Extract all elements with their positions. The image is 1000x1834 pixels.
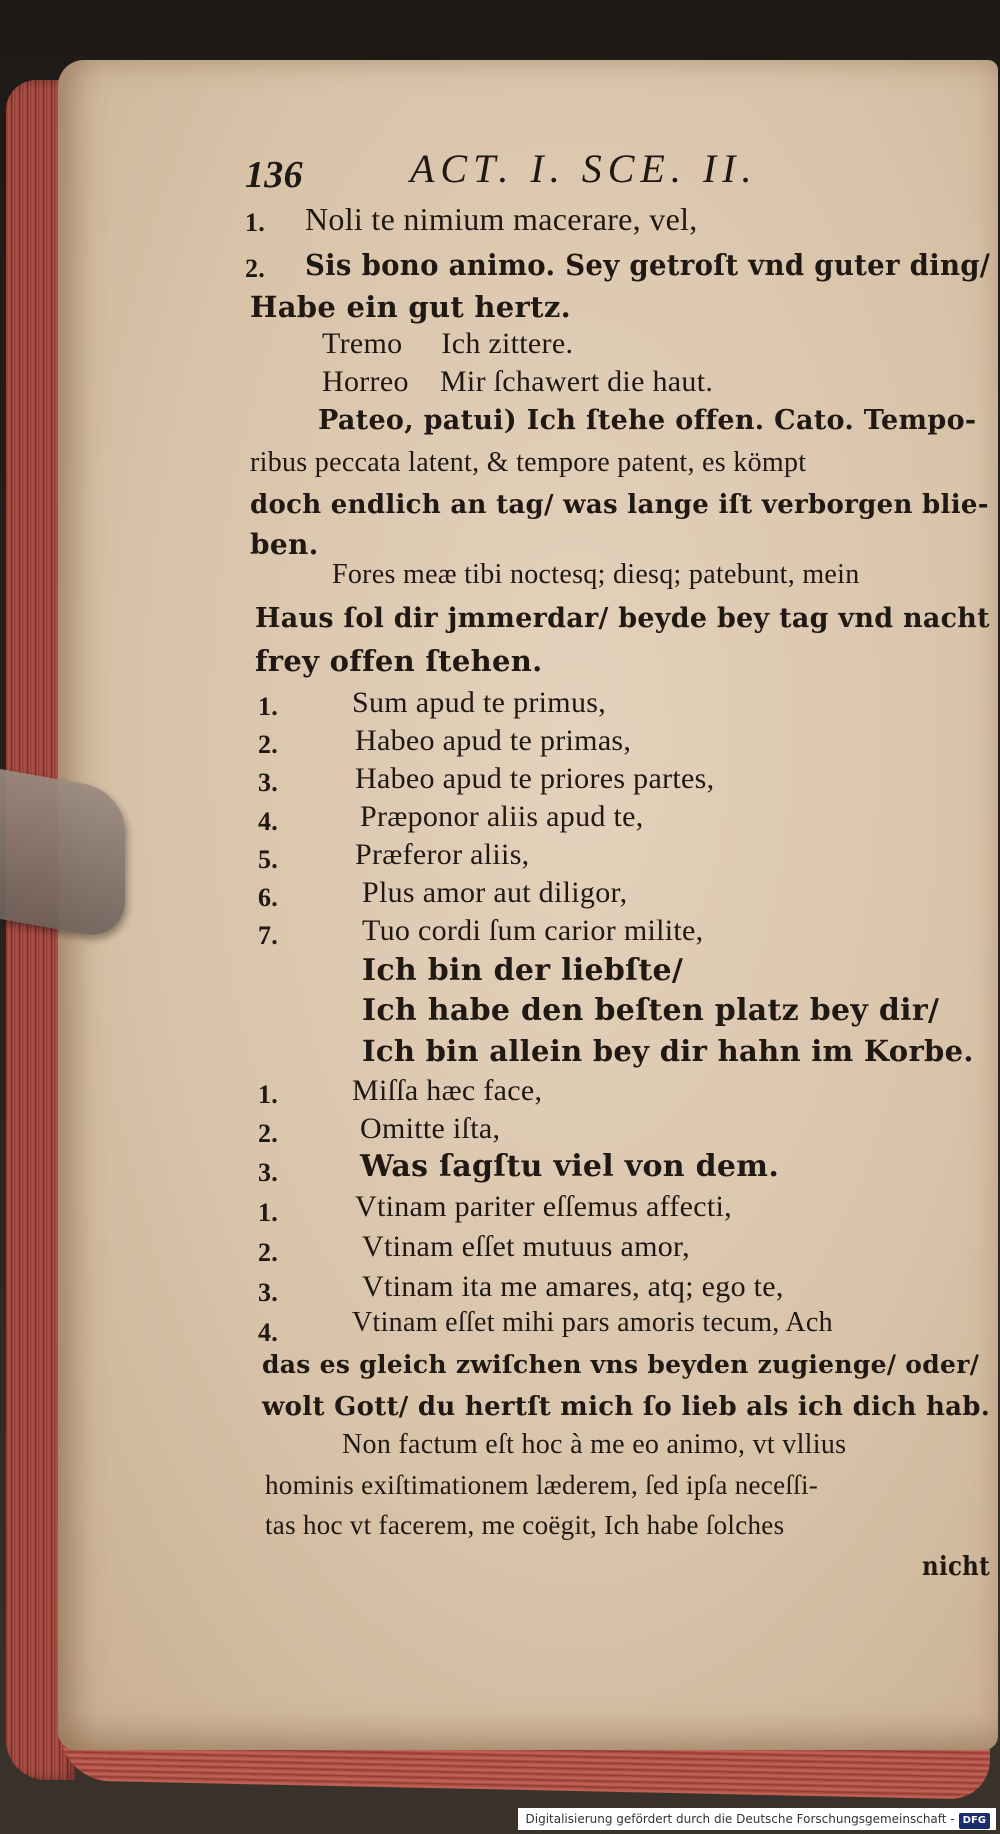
digitization-credit (518, 1808, 997, 1830)
page-number: 136 (245, 154, 303, 196)
running-title: ACT. I. SCE. II. (410, 146, 758, 191)
credit-text: Digitalisierung gefördert durch die Deutsche Forschungsgemeinschaft - (525, 1812, 955, 1826)
page-text: 136 ACT. I. SCE. II. 1. Noli te nimium macerare, vel, 2. Sis bono animo. Sey getroſt vnd guter ding/ Habe ein gut hertz. Tremo Ich zittere. Horreo Mir ſchawert die haut. Pateo, patui) Ich ſtehe offen. Cato. Tempo- ribus peccata latent, & tempore patent, es kömpt doch endlich an tag/ was lange iſt verborgen blie- ben. Fores meæ tibi noctesq; diesq; patebunt, mein Haus ſol dir jmmerdar/ beyde bey tag vnd nacht frey offen ſtehen. 1. Sum apud te primus, 2. Habeo apud te primas, 3. Habeo apud te priores partes, 4. Præponor aliis apud te, 5. Præferor aliis, 6. Plus amor aut diligor, 7. Tuo cordi ſum carior milite, Ich bin der liebſte/ Ich habe den beſten platz bey dir/ Ich bin allein bey dir hahn im Korbe. 1. Miſſa hæc face, 2. Omitte iſta, 3. Was ſagſtu viel von dem. 1. Vtinam pariter eſſemus affecti, 2. Vtinam eſſet mutuus amor, 3. Vtinam ita me amares, atq; ego te, 4. Vtinam eſſet mihi pars amoris tecum, Ach das es gleich zwiſchen vns beyden zugienge/ oder/ wolt Gott/ du hertſt mich ſo lieb als ich dich hab. Non factum eſt hoc à me eo animo, vt vllius hominis exiſtimationem læderem, ſed ipſa neceſſi- tas hoc vt facerem, me coëgit, Ich habe ſolches nicht (245, 146, 991, 1582)
dfg-logo: DFG (959, 1813, 990, 1829)
